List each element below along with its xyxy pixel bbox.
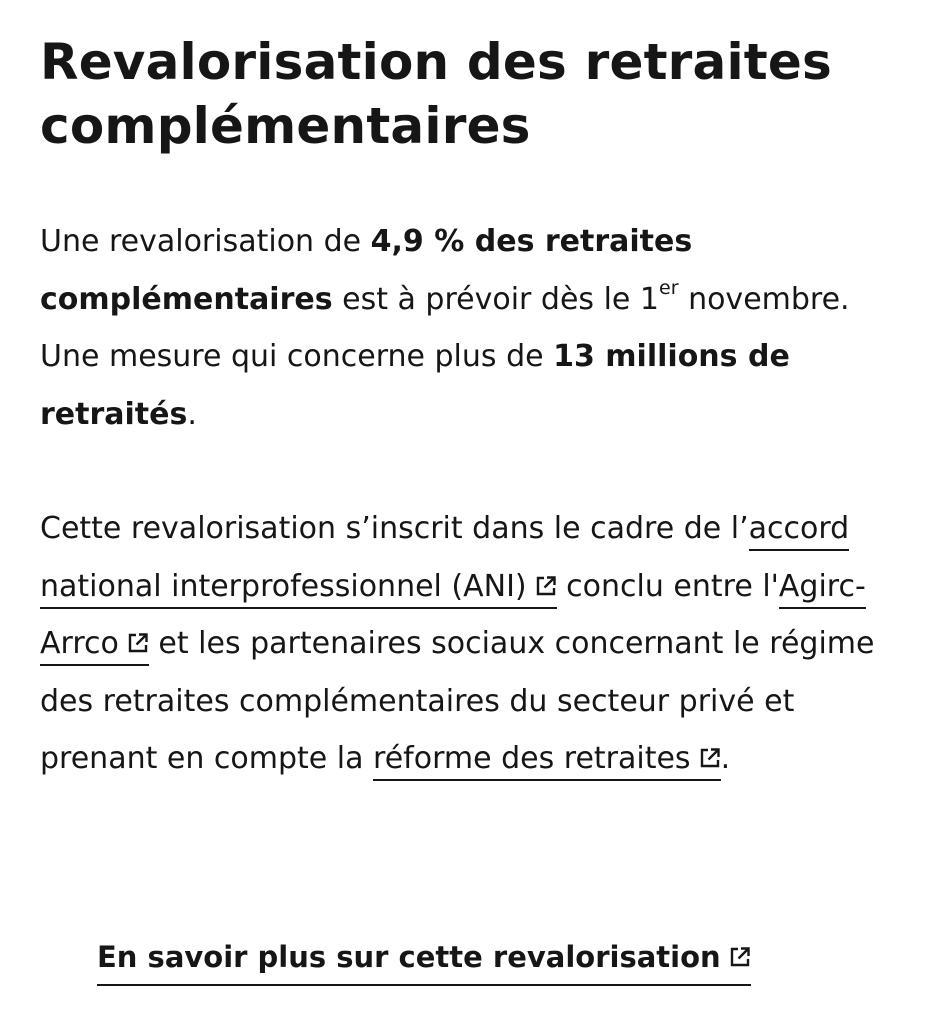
external-link-icon [535, 575, 557, 597]
link-reforme-label: réforme des retraites [373, 741, 691, 776]
learn-more-link[interactable] [97, 932, 751, 986]
body-text-1: Cette revalorisation s’inscrit dans le cadre de l’ [40, 511, 749, 546]
intro-text-2: est à prévoir dès le 1 [332, 281, 660, 317]
body-text-4: . [720, 741, 731, 776]
intro-paragraph [40, 213, 900, 443]
intro-text-1: Une revalorisation de [40, 224, 371, 259]
body-paragraph [40, 500, 900, 788]
external-link-icon [729, 946, 751, 968]
link-agirc-arrco-label: Agirc-Arrco [40, 568, 866, 661]
body-text-3: et les partenaires sociaux concernant le régime des retraites complémentaires du secteur privé et prenant en compte la [40, 626, 875, 776]
intro-superscript: er [659, 276, 679, 299]
intro-highlight-count: 13 millions de retraités [40, 339, 790, 432]
external-link-icon [699, 747, 721, 769]
intro-text-4: . [187, 396, 197, 432]
link-reforme[interactable] [373, 741, 721, 781]
content-card [40, 0, 900, 788]
external-link-icon [127, 632, 149, 654]
link-ani-label: accord national interprofessionnel (ANI) [40, 511, 850, 604]
body-text-2: conclu entre l' [556, 568, 779, 604]
page-title: Revalorisation des retraites complémentaires [40, 33, 832, 155]
learn-more-label: En savoir plus sur cette revalorisation [97, 940, 721, 974]
intro-text-3: novembre. Une mesure qui concerne plus de [40, 281, 850, 374]
intro-highlight-rate: 4,9 % des retraites complémentaires [40, 224, 693, 317]
